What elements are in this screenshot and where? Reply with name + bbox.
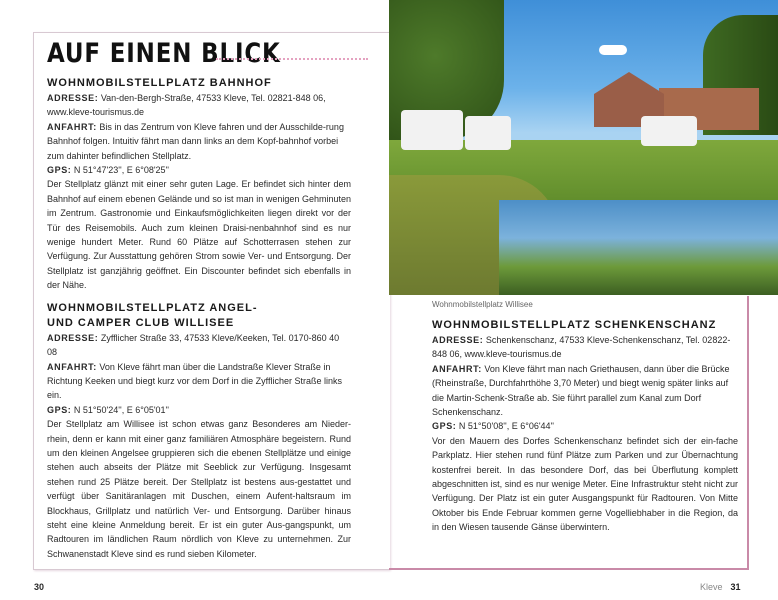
motorhome	[401, 110, 463, 150]
address-label: ADRESSE:	[47, 93, 99, 103]
section-heading: AUF EINEN BLICK	[47, 38, 281, 69]
running-footer-right	[700, 582, 741, 593]
entry-description: Der Stellplatz glänzt mit einer sehr guten Lage. Er befindet sich hinter dem Bahnhof auf einem ebenen Gelände und so ist man in wenigen Gehminuten im Zentrum. Gastronomie und Einkaufsmöglichkeiten liegen direkt vor der Tür des Reisemobils. Auch zum kleinen Draisi-nenbahnhof sind es nur wenige hundert Meter. Rund 60 Plätze auf Schotterrasen stehen zur Verfügung. Zur Ausstattung gehören Strom sowie Ver- und Entsorgung. Der Stellplatz ist ganzjährig geöffnet. Ein Discounter befindet sich ebenfalls in der Nähe.	[47, 179, 351, 291]
gps-label: GPS:	[47, 165, 72, 176]
photo-willisee	[389, 0, 778, 295]
address-label: ADRESSE:	[432, 335, 484, 345]
right-column	[432, 318, 738, 535]
entry-title: WOHNMOBILSTELLPLATZ SCHENKENSCHANZ	[432, 319, 717, 331]
directions-label: ANFAHRT:	[47, 361, 97, 372]
entry-schenkenschanz	[432, 318, 738, 535]
entry-title: WOHNMOBILSTELLPLATZ ANGEL- UND CAMPER CLUB WILLISEE	[47, 301, 258, 329]
gps-label: GPS:	[47, 404, 72, 415]
directions-label: ANFAHRT:	[47, 121, 97, 132]
directions: Von Kleve fährt man nach Griethausen, dann über die Brücke (Rheinstraße, Durchfahrthöhe 3,70 Meter) und biegt wenig später links auf die Martin-Schenk-Straße ab. Sie führt parallel zum Kanal zum Dorf Schenkenschanz.	[432, 363, 730, 418]
entry-description: Vor den Mauern des Dorfes Schenkenschanz befindet sich der ein-fache Parkplatz. Hier stehen rund fünf Plätze zum Parken und zur Übernachtung kostenfrei bereit. In das besondere Dorf, das bei Überflutung komplett abgeschnitten ist, sind es nur wenige Meter. Eine Infrastruktur steht nicht zur Verfügung. Der Platz ist ein guter Ausgangspunkt für Radtouren. Von Mitte Oktober bis Ende Februar kommen gerne Vogelliebhaber in die Region, da in den Wiesen tausende Gänse überwintern.	[432, 435, 738, 533]
gps-label: GPS:	[432, 421, 457, 432]
motorhome	[641, 116, 697, 146]
lake	[499, 200, 778, 295]
page-number-right: 31	[730, 582, 741, 592]
page-number-left: 30	[34, 582, 45, 592]
photo-caption: Wohnmobilstellplatz Willisee	[432, 300, 533, 309]
entry-willisee	[47, 301, 351, 562]
entry-title: WOHNMOBILSTELLPLATZ BAHNHOF	[47, 77, 272, 89]
address-label: ADRESSE:	[47, 332, 99, 343]
directions: Bis in das Zentrum von Kleve fahren und der Ausschilde-rung Bahnhof folgen. Intuitiv fährt man dann links an dem Kopf-bahnhof vorbei zum dahinter befindlichen Stellplatz.	[47, 121, 344, 161]
left-column	[47, 76, 351, 561]
address: Van-den-Bergh-Straße, 47533 Kleve, Tel. 02821-848 06, www.kleve-tourismus.de	[47, 93, 326, 118]
entry-bahnhof	[47, 76, 351, 293]
directions: Von Kleve fährt man über die Landstraße Klever Straße in Richtung Keeken und biegt kurz vor dem Dorf in die Zyfflicher Straße links ein.	[47, 361, 342, 401]
entry-description: Der Stellplatz am Willisee ist schon etwas ganz Besonderes am Nieder-rhein, denn er kann mit einer ganz familiären Atmosphäre begeistern. Rund um den kleinen Angelsee gruppieren sich die ebenen Stellplätze und einige stehen auch abseits der Plätze mit Seeblick zur Verfügung. Insgesamt stehen rund 25 Plätze bereit. Der Stellplatz ist bestens aus-gestattet und verfügt über Sanitäranlagen mit Duschen, einem Aufent-haltsraum im Blockhaus, Grillplatz und natürlich Ver- und Entsorgung. Darüber hinaus steht eine kleine Anmeldung bereit. Er ist ein guter Aus-gangspunkt, um Radtouren im ländlichen Raum nördlich von Kleve zu unternehmen. Zur Schwanenstadt Kleve sind es rund sieben Kilometer.	[47, 419, 351, 559]
gps: N 51°47'23'', E 6°08'25''	[73, 165, 169, 176]
gps: N 51°50'24'', E 6°05'01''	[73, 404, 169, 415]
address: Schenkenschanz, 47533 Kleve-Schenkenschanz, Tel. 02822-848 06, www.kleve-tourismus.de	[432, 335, 731, 360]
gps: N 51°50'08'', E 6°06'44''	[458, 421, 554, 432]
motorhome	[465, 116, 511, 150]
section-name: Kleve	[700, 582, 723, 592]
directions-label: ANFAHRT:	[432, 363, 482, 374]
cloud	[599, 45, 627, 55]
address: Zyfflicher Straße 33, 47533 Kleve/Keeken, Tel. 0170-860 40 08	[47, 332, 340, 358]
dotted-divider	[216, 58, 368, 60]
